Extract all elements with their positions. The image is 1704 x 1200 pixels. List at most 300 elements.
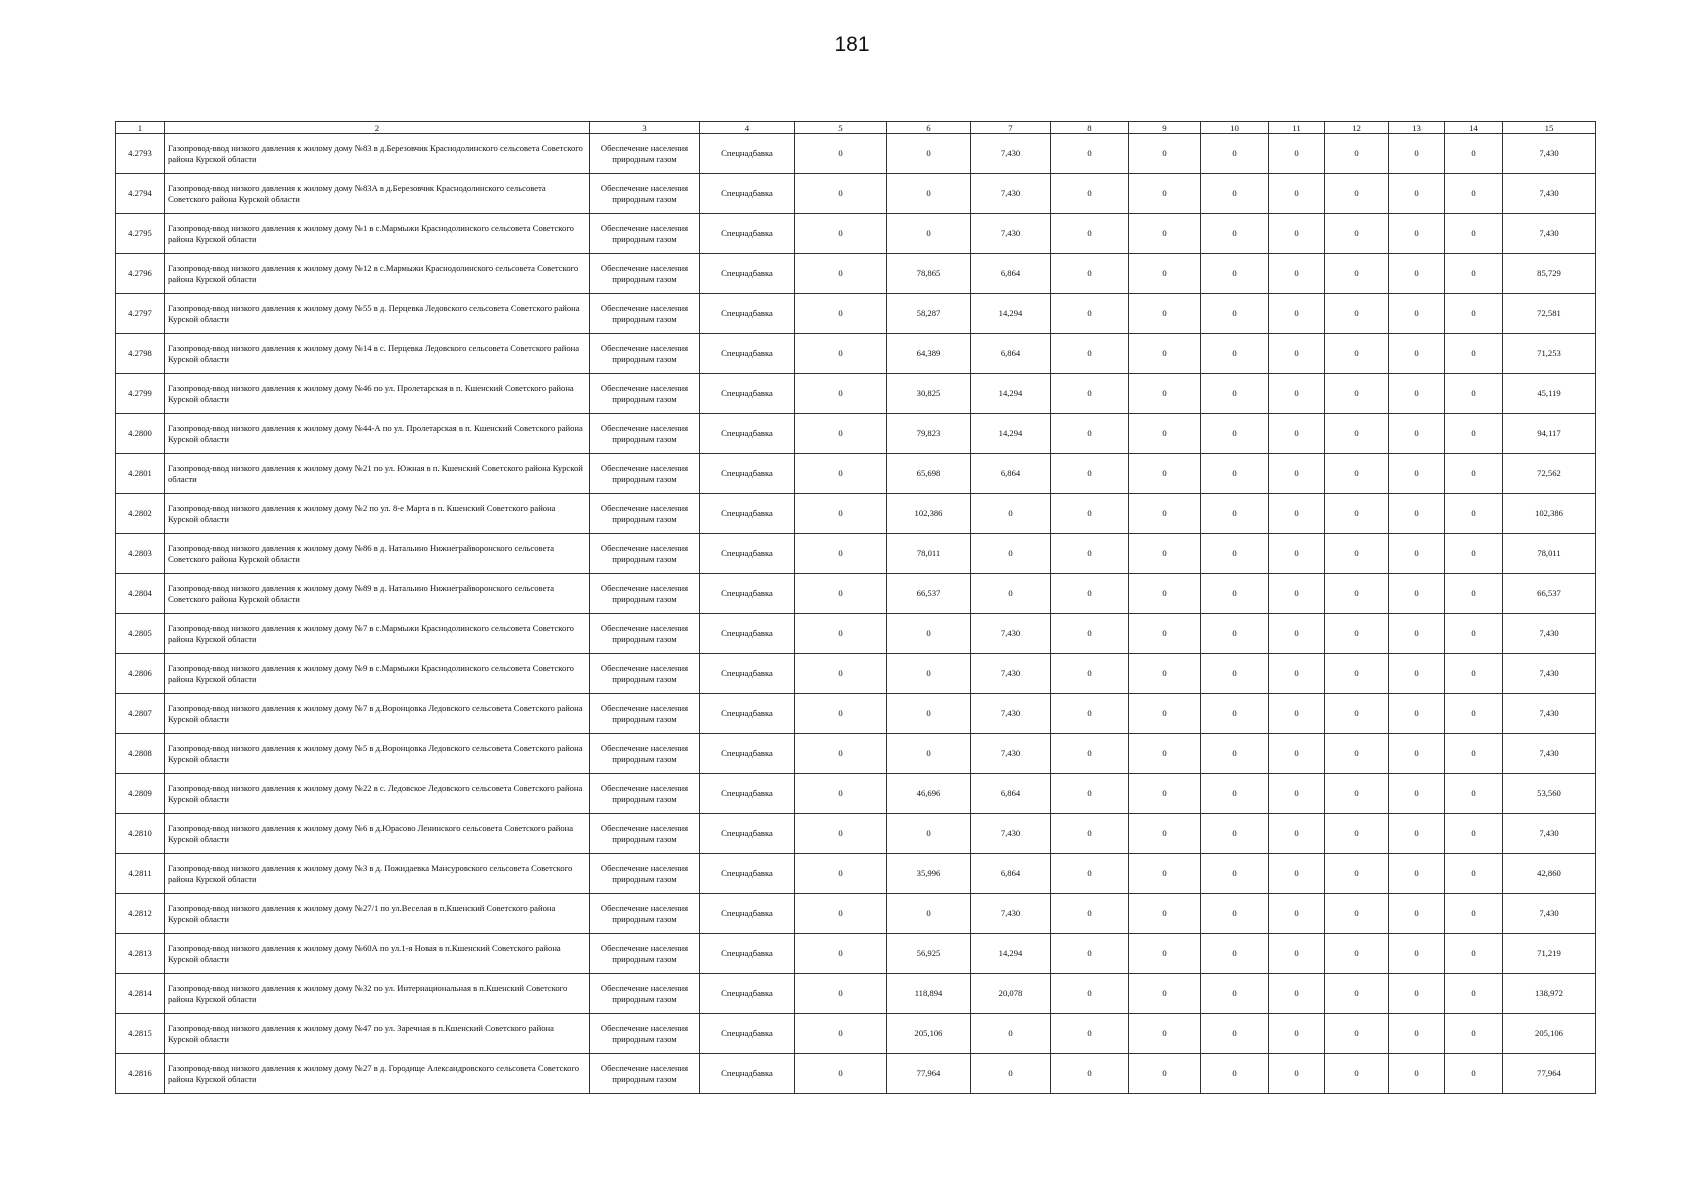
value-cell-col-9: 0 [1129, 454, 1201, 494]
value-cell-col-14: 0 [1445, 934, 1503, 974]
value-cell-col-5: 0 [795, 654, 887, 694]
value-cell-col-10: 0 [1201, 934, 1269, 974]
funding-source-cell: Спецнадбавка [700, 934, 795, 974]
column-header-4: 4 [700, 122, 795, 134]
value-cell-col-7: 0 [971, 534, 1051, 574]
value-cell-col-9: 0 [1129, 494, 1201, 534]
purpose-cell: Обеспечение населения природным газом [590, 254, 700, 294]
table-row [116, 414, 1596, 454]
object-name-cell: Газопровод-ввод низкого давления к жилому дому №22 в с. Ледовское Ледовского сельсовета Советского района Курской области [165, 774, 590, 814]
table-row [116, 774, 1596, 814]
row-number-cell: 4.2799 [116, 374, 165, 414]
column-header-7: 7 [971, 122, 1051, 134]
funding-source-cell: Спецнадбавка [700, 974, 795, 1014]
value-cell-col-14: 0 [1445, 614, 1503, 654]
value-cell-col-14: 0 [1445, 774, 1503, 814]
funding-source-cell: Спецнадбавка [700, 254, 795, 294]
value-cell-col-14: 0 [1445, 254, 1503, 294]
value-cell-col-15: 78,011 [1503, 534, 1596, 574]
row-number-cell: 4.2807 [116, 694, 165, 734]
purpose-cell: Обеспечение населения природным газом [590, 774, 700, 814]
value-cell-col-13: 0 [1389, 374, 1445, 414]
value-cell-col-5: 0 [795, 694, 887, 734]
value-cell-col-11: 0 [1269, 574, 1325, 614]
value-cell-col-5: 0 [795, 374, 887, 414]
value-cell-col-12: 0 [1325, 294, 1389, 334]
value-cell-col-11: 0 [1269, 894, 1325, 934]
object-name-cell: Газопровод-ввод низкого давления к жилому дому №21 по ул. Южная в п. Кшенский Советского района Курской области [165, 454, 590, 494]
value-cell-col-12: 0 [1325, 574, 1389, 614]
value-cell-col-8: 0 [1051, 574, 1129, 614]
value-cell-col-9: 0 [1129, 654, 1201, 694]
value-cell-col-12: 0 [1325, 174, 1389, 214]
value-cell-col-9: 0 [1129, 934, 1201, 974]
value-cell-col-5: 0 [795, 214, 887, 254]
value-cell-col-6: 0 [887, 134, 971, 174]
value-cell-col-7: 7,430 [971, 694, 1051, 734]
object-name-cell: Газопровод-ввод низкого давления к жилому дому №14 в с. Перцевка Ледовского сельсовета Советского района Курской области [165, 334, 590, 374]
value-cell-col-6: 58,287 [887, 294, 971, 334]
value-cell-col-8: 0 [1051, 374, 1129, 414]
funding-source-cell: Спецнадбавка [700, 774, 795, 814]
value-cell-col-7: 7,430 [971, 134, 1051, 174]
column-header-5: 5 [795, 122, 887, 134]
value-cell-col-15: 77,964 [1503, 1054, 1596, 1094]
row-number-cell: 4.2796 [116, 254, 165, 294]
value-cell-col-13: 0 [1389, 1054, 1445, 1094]
value-cell-col-15: 138,972 [1503, 974, 1596, 1014]
purpose-cell: Обеспечение населения природным газом [590, 734, 700, 774]
value-cell-col-15: 7,430 [1503, 694, 1596, 734]
value-cell-col-10: 0 [1201, 174, 1269, 214]
value-cell-col-14: 0 [1445, 734, 1503, 774]
value-cell-col-12: 0 [1325, 334, 1389, 374]
value-cell-col-9: 0 [1129, 814, 1201, 854]
value-cell-col-8: 0 [1051, 854, 1129, 894]
column-header-14: 14 [1445, 122, 1503, 134]
value-cell-col-5: 0 [795, 454, 887, 494]
value-cell-col-15: 71,253 [1503, 334, 1596, 374]
object-name-cell: Газопровод-ввод низкого давления к жилому дому №12 в с.Мармыжи Краснодолинского сельсовета Советского района Курской области [165, 254, 590, 294]
value-cell-col-10: 0 [1201, 374, 1269, 414]
value-cell-col-10: 0 [1201, 534, 1269, 574]
value-cell-col-6: 118,894 [887, 974, 971, 1014]
table-row [116, 894, 1596, 934]
object-name-cell: Газопровод-ввод низкого давления к жилому дому №2 по ул. 8-е Марта в п. Кшенский Советского района Курской области [165, 494, 590, 534]
funding-source-cell: Спецнадбавка [700, 494, 795, 534]
table-row [116, 334, 1596, 374]
purpose-cell: Обеспечение населения природным газом [590, 454, 700, 494]
value-cell-col-6: 79,823 [887, 414, 971, 454]
table-row [116, 974, 1596, 1014]
row-number-cell: 4.2816 [116, 1054, 165, 1094]
funding-source-cell: Спецнадбавка [700, 414, 795, 454]
value-cell-col-10: 0 [1201, 854, 1269, 894]
value-cell-col-5: 0 [795, 254, 887, 294]
value-cell-col-12: 0 [1325, 654, 1389, 694]
column-header-9: 9 [1129, 122, 1201, 134]
value-cell-col-9: 0 [1129, 854, 1201, 894]
column-header-15: 15 [1503, 122, 1596, 134]
value-cell-col-7: 6,864 [971, 454, 1051, 494]
value-cell-col-12: 0 [1325, 414, 1389, 454]
value-cell-col-11: 0 [1269, 414, 1325, 454]
value-cell-col-13: 0 [1389, 134, 1445, 174]
table-row [116, 214, 1596, 254]
value-cell-col-14: 0 [1445, 694, 1503, 734]
value-cell-col-11: 0 [1269, 494, 1325, 534]
value-cell-col-5: 0 [795, 814, 887, 854]
value-cell-col-7: 7,430 [971, 894, 1051, 934]
value-cell-col-15: 85,729 [1503, 254, 1596, 294]
purpose-cell: Обеспечение населения природным газом [590, 414, 700, 454]
value-cell-col-13: 0 [1389, 334, 1445, 374]
table-row [116, 654, 1596, 694]
value-cell-col-15: 94,117 [1503, 414, 1596, 454]
value-cell-col-7: 0 [971, 494, 1051, 534]
value-cell-col-9: 0 [1129, 1054, 1201, 1094]
value-cell-col-8: 0 [1051, 334, 1129, 374]
value-cell-col-11: 0 [1269, 454, 1325, 494]
purpose-cell: Обеспечение населения природным газом [590, 1014, 700, 1054]
value-cell-col-12: 0 [1325, 974, 1389, 1014]
value-cell-col-15: 42,860 [1503, 854, 1596, 894]
value-cell-col-15: 7,430 [1503, 614, 1596, 654]
value-cell-col-10: 0 [1201, 334, 1269, 374]
funding-source-cell: Спецнадбавка [700, 134, 795, 174]
object-name-cell: Газопровод-ввод низкого давления к жилому дому №83 в д.Березовчик Краснодолинского сельсовета Советского района Курской области [165, 134, 590, 174]
value-cell-col-6: 30,825 [887, 374, 971, 414]
value-cell-col-15: 72,581 [1503, 294, 1596, 334]
purpose-cell: Обеспечение населения природным газом [590, 694, 700, 734]
object-name-cell: Газопровод-ввод низкого давления к жилому дому №44-А по ул. Пролетарская в п. Кшенский Советского района Курской области [165, 414, 590, 454]
value-cell-col-6: 78,865 [887, 254, 971, 294]
value-cell-col-13: 0 [1389, 734, 1445, 774]
value-cell-col-8: 0 [1051, 174, 1129, 214]
value-cell-col-9: 0 [1129, 1014, 1201, 1054]
value-cell-col-14: 0 [1445, 134, 1503, 174]
value-cell-col-14: 0 [1445, 174, 1503, 214]
object-name-cell: Газопровод-ввод низкого давления к жилому дому №9 в с.Мармыжи Краснодолинского сельсовета Советского района Курской области [165, 654, 590, 694]
funding-source-cell: Спецнадбавка [700, 454, 795, 494]
value-cell-col-8: 0 [1051, 134, 1129, 174]
value-cell-col-13: 0 [1389, 214, 1445, 254]
row-number-cell: 4.2806 [116, 654, 165, 694]
table-row [116, 254, 1596, 294]
table-row [116, 174, 1596, 214]
value-cell-col-12: 0 [1325, 534, 1389, 574]
purpose-cell: Обеспечение населения природным газом [590, 974, 700, 1014]
funding-source-cell: Спецнадбавка [700, 734, 795, 774]
gas-pipeline-table [115, 121, 1596, 1094]
value-cell-col-7: 14,294 [971, 294, 1051, 334]
value-cell-col-10: 0 [1201, 894, 1269, 934]
value-cell-col-10: 0 [1201, 294, 1269, 334]
table-row [116, 614, 1596, 654]
value-cell-col-5: 0 [795, 334, 887, 374]
value-cell-col-13: 0 [1389, 1014, 1445, 1054]
value-cell-col-10: 0 [1201, 134, 1269, 174]
value-cell-col-14: 0 [1445, 374, 1503, 414]
object-name-cell: Газопровод-ввод низкого давления к жилому дому №83А в д.Березовчик Краснодолинского сельсовета Советского района Курской области [165, 174, 590, 214]
value-cell-col-8: 0 [1051, 814, 1129, 854]
value-cell-col-6: 0 [887, 614, 971, 654]
funding-source-cell: Спецнадбавка [700, 614, 795, 654]
value-cell-col-12: 0 [1325, 734, 1389, 774]
value-cell-col-11: 0 [1269, 174, 1325, 214]
value-cell-col-5: 0 [795, 574, 887, 614]
value-cell-col-7: 20,078 [971, 974, 1051, 1014]
value-cell-col-6: 102,386 [887, 494, 971, 534]
row-number-cell: 4.2805 [116, 614, 165, 654]
value-cell-col-6: 0 [887, 174, 971, 214]
column-number-row [116, 122, 1596, 134]
value-cell-col-7: 14,294 [971, 374, 1051, 414]
value-cell-col-7: 0 [971, 1054, 1051, 1094]
value-cell-col-11: 0 [1269, 974, 1325, 1014]
value-cell-col-8: 0 [1051, 974, 1129, 1014]
row-number-cell: 4.2797 [116, 294, 165, 334]
value-cell-col-6: 0 [887, 894, 971, 934]
value-cell-col-10: 0 [1201, 614, 1269, 654]
value-cell-col-11: 0 [1269, 654, 1325, 694]
object-name-cell: Газопровод-ввод низкого давления к жилому дому №46 по ул. Пролетарская в п. Кшенский Советского района Курской области [165, 374, 590, 414]
value-cell-col-8: 0 [1051, 894, 1129, 934]
purpose-cell: Обеспечение населения природным газом [590, 374, 700, 414]
column-header-12: 12 [1325, 122, 1389, 134]
funding-source-cell: Спецнадбавка [700, 854, 795, 894]
value-cell-col-14: 0 [1445, 534, 1503, 574]
value-cell-col-7: 6,864 [971, 774, 1051, 814]
value-cell-col-6: 78,011 [887, 534, 971, 574]
value-cell-col-12: 0 [1325, 494, 1389, 534]
value-cell-col-15: 7,430 [1503, 654, 1596, 694]
value-cell-col-12: 0 [1325, 1014, 1389, 1054]
funding-source-cell: Спецнадбавка [700, 894, 795, 934]
table-row [116, 934, 1596, 974]
table-row [116, 534, 1596, 574]
object-name-cell: Газопровод-ввод низкого давления к жилому дому №27/1 по ул.Веселая в п.Кшенский Советского района Курской области [165, 894, 590, 934]
row-number-cell: 4.2798 [116, 334, 165, 374]
value-cell-col-15: 7,430 [1503, 174, 1596, 214]
value-cell-col-9: 0 [1129, 734, 1201, 774]
purpose-cell: Обеспечение населения природным газом [590, 934, 700, 974]
table-row [116, 1054, 1596, 1094]
value-cell-col-9: 0 [1129, 774, 1201, 814]
value-cell-col-15: 102,386 [1503, 494, 1596, 534]
funding-source-cell: Спецнадбавка [700, 814, 795, 854]
value-cell-col-5: 0 [795, 614, 887, 654]
value-cell-col-5: 0 [795, 854, 887, 894]
funding-source-cell: Спецнадбавка [700, 374, 795, 414]
value-cell-col-14: 0 [1445, 334, 1503, 374]
value-cell-col-12: 0 [1325, 134, 1389, 174]
value-cell-col-11: 0 [1269, 734, 1325, 774]
row-number-cell: 4.2814 [116, 974, 165, 1014]
value-cell-col-5: 0 [795, 1014, 887, 1054]
value-cell-col-13: 0 [1389, 534, 1445, 574]
row-number-cell: 4.2812 [116, 894, 165, 934]
value-cell-col-11: 0 [1269, 134, 1325, 174]
table-row [116, 574, 1596, 614]
purpose-cell: Обеспечение населения природным газом [590, 574, 700, 614]
row-number-cell: 4.2801 [116, 454, 165, 494]
value-cell-col-13: 0 [1389, 654, 1445, 694]
value-cell-col-6: 64,389 [887, 334, 971, 374]
value-cell-col-5: 0 [795, 294, 887, 334]
object-name-cell: Газопровод-ввод низкого давления к жилому дому №5 в д.Воронцовка Ледовского сельсовета Советского района Курской области [165, 734, 590, 774]
column-header-3: 3 [590, 122, 700, 134]
value-cell-col-12: 0 [1325, 894, 1389, 934]
table-row [116, 134, 1596, 174]
value-cell-col-6: 65,698 [887, 454, 971, 494]
value-cell-col-9: 0 [1129, 334, 1201, 374]
page-number: 181 [834, 33, 870, 56]
value-cell-col-6: 0 [887, 654, 971, 694]
funding-source-cell: Спецнадбавка [700, 574, 795, 614]
value-cell-col-5: 0 [795, 734, 887, 774]
value-cell-col-12: 0 [1325, 814, 1389, 854]
object-name-cell: Газопровод-ввод низкого давления к жилому дому №3 в д. Пожидаевка Мансуровского сельсовета Советского района Курской области [165, 854, 590, 894]
value-cell-col-13: 0 [1389, 494, 1445, 534]
value-cell-col-10: 0 [1201, 1014, 1269, 1054]
object-name-cell: Газопровод-ввод низкого давления к жилому дому №1 в с.Мармыжи Краснодолинского сельсовета Советского района Курской области [165, 214, 590, 254]
value-cell-col-7: 7,430 [971, 734, 1051, 774]
value-cell-col-10: 0 [1201, 814, 1269, 854]
value-cell-col-5: 0 [795, 174, 887, 214]
value-cell-col-15: 7,430 [1503, 734, 1596, 774]
purpose-cell: Обеспечение населения природным газом [590, 134, 700, 174]
value-cell-col-14: 0 [1445, 414, 1503, 454]
value-cell-col-13: 0 [1389, 934, 1445, 974]
value-cell-col-8: 0 [1051, 694, 1129, 734]
value-cell-col-8: 0 [1051, 934, 1129, 974]
row-number-cell: 4.2811 [116, 854, 165, 894]
value-cell-col-14: 0 [1445, 214, 1503, 254]
value-cell-col-11: 0 [1269, 694, 1325, 734]
value-cell-col-14: 0 [1445, 1014, 1503, 1054]
value-cell-col-10: 0 [1201, 574, 1269, 614]
value-cell-col-13: 0 [1389, 454, 1445, 494]
value-cell-col-13: 0 [1389, 574, 1445, 614]
value-cell-col-5: 0 [795, 494, 887, 534]
value-cell-col-14: 0 [1445, 494, 1503, 534]
funding-source-cell: Спецнадбавка [700, 534, 795, 574]
value-cell-col-9: 0 [1129, 574, 1201, 614]
value-cell-col-7: 0 [971, 1014, 1051, 1054]
value-cell-col-5: 0 [795, 774, 887, 814]
value-cell-col-11: 0 [1269, 214, 1325, 254]
object-name-cell: Газопровод-ввод низкого давления к жилому дому №7 в с.Мармыжи Краснодолинского сельсовета Советского района Курской области [165, 614, 590, 654]
value-cell-col-9: 0 [1129, 694, 1201, 734]
value-cell-col-7: 6,864 [971, 254, 1051, 294]
purpose-cell: Обеспечение населения природным газом [590, 854, 700, 894]
purpose-cell: Обеспечение населения природным газом [590, 214, 700, 254]
value-cell-col-6: 0 [887, 814, 971, 854]
value-cell-col-5: 0 [795, 934, 887, 974]
value-cell-col-6: 205,106 [887, 1014, 971, 1054]
value-cell-col-6: 0 [887, 734, 971, 774]
row-number-cell: 4.2815 [116, 1014, 165, 1054]
value-cell-col-7: 14,294 [971, 934, 1051, 974]
funding-source-cell: Спецнадбавка [700, 214, 795, 254]
value-cell-col-13: 0 [1389, 894, 1445, 934]
purpose-cell: Обеспечение населения природным газом [590, 1054, 700, 1094]
value-cell-col-8: 0 [1051, 734, 1129, 774]
column-header-1: 1 [116, 122, 165, 134]
row-number-cell: 4.2809 [116, 774, 165, 814]
table-row [116, 454, 1596, 494]
column-header-2: 2 [165, 122, 590, 134]
row-number-cell: 4.2810 [116, 814, 165, 854]
value-cell-col-8: 0 [1051, 1054, 1129, 1094]
value-cell-col-7: 7,430 [971, 214, 1051, 254]
value-cell-col-14: 0 [1445, 1054, 1503, 1094]
value-cell-col-7: 14,294 [971, 414, 1051, 454]
value-cell-col-15: 7,430 [1503, 814, 1596, 854]
purpose-cell: Обеспечение населения природным газом [590, 894, 700, 934]
value-cell-col-11: 0 [1269, 814, 1325, 854]
value-cell-col-10: 0 [1201, 1054, 1269, 1094]
funding-source-cell: Спецнадбавка [700, 654, 795, 694]
value-cell-col-15: 7,430 [1503, 894, 1596, 934]
object-name-cell: Газопровод-ввод низкого давления к жилому дому №89 в д. Натальино Нижнеграйворонского сельсовета Советского района Курской области [165, 574, 590, 614]
value-cell-col-12: 0 [1325, 254, 1389, 294]
value-cell-col-10: 0 [1201, 774, 1269, 814]
value-cell-col-15: 205,106 [1503, 1014, 1596, 1054]
value-cell-col-7: 6,864 [971, 854, 1051, 894]
value-cell-col-11: 0 [1269, 534, 1325, 574]
row-number-cell: 4.2803 [116, 534, 165, 574]
row-number-cell: 4.2794 [116, 174, 165, 214]
value-cell-col-13: 0 [1389, 414, 1445, 454]
purpose-cell: Обеспечение населения природным газом [590, 174, 700, 214]
value-cell-col-11: 0 [1269, 774, 1325, 814]
value-cell-col-15: 66,537 [1503, 574, 1596, 614]
value-cell-col-8: 0 [1051, 414, 1129, 454]
value-cell-col-15: 7,430 [1503, 134, 1596, 174]
value-cell-col-9: 0 [1129, 414, 1201, 454]
value-cell-col-12: 0 [1325, 454, 1389, 494]
table-row [116, 374, 1596, 414]
value-cell-col-7: 7,430 [971, 174, 1051, 214]
object-name-cell: Газопровод-ввод низкого давления к жилому дому №47 по ул. Заречная в п.Кшенский Советского района Курской области [165, 1014, 590, 1054]
row-number-cell: 4.2813 [116, 934, 165, 974]
purpose-cell: Обеспечение населения природным газом [590, 494, 700, 534]
value-cell-col-10: 0 [1201, 654, 1269, 694]
value-cell-col-12: 0 [1325, 614, 1389, 654]
table-row [116, 854, 1596, 894]
value-cell-col-11: 0 [1269, 294, 1325, 334]
value-cell-col-11: 0 [1269, 934, 1325, 974]
value-cell-col-9: 0 [1129, 134, 1201, 174]
value-cell-col-13: 0 [1389, 254, 1445, 294]
table-body [116, 134, 1596, 1094]
row-number-cell: 4.2800 [116, 414, 165, 454]
value-cell-col-6: 35,996 [887, 854, 971, 894]
column-header-13: 13 [1389, 122, 1445, 134]
row-number-cell: 4.2793 [116, 134, 165, 174]
value-cell-col-11: 0 [1269, 334, 1325, 374]
value-cell-col-7: 7,430 [971, 654, 1051, 694]
value-cell-col-5: 0 [795, 974, 887, 1014]
purpose-cell: Обеспечение населения природным газом [590, 814, 700, 854]
value-cell-col-5: 0 [795, 534, 887, 574]
value-cell-col-12: 0 [1325, 934, 1389, 974]
funding-source-cell: Спецнадбавка [700, 334, 795, 374]
value-cell-col-14: 0 [1445, 454, 1503, 494]
value-cell-col-8: 0 [1051, 1014, 1129, 1054]
